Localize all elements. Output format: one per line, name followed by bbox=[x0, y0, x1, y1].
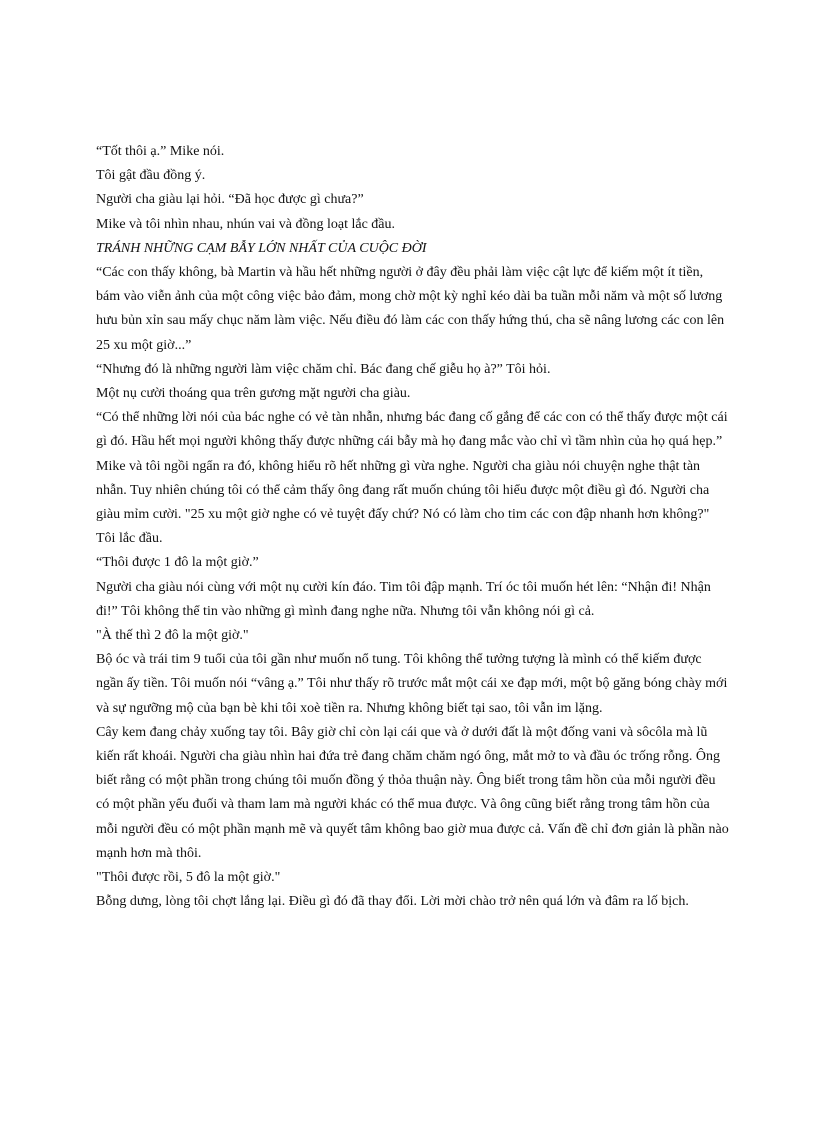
paragraph: Tôi gật đầu đồng ý. bbox=[96, 168, 206, 184]
paragraph: Tôi lắc đầu. bbox=[96, 531, 163, 547]
paragraph: Bỗng dưng, lòng tôi chợt lắng lại. Điều gì đó đã thay đổi. Lời mời chào trở nên quá lớn và đâm ra lố bịch. bbox=[96, 894, 689, 910]
paragraph: Bộ óc và trái tim 9 tuổi của tôi gần như muốn nổ tung. Tôi không thể tưởng tượng là mình có thể kiếm được ngần ấy tiền. Tôi muốn nói “vâng ạ.” Tôi như thấy rõ trước mắt một cái xe đạp mới, một bộ găng bóng chày mới và sự ngưỡng mộ của bạn bè khi tôi xoè tiền ra. Nhưng không biết tại sao, tôi vẫn im lặng. bbox=[96, 652, 728, 716]
paragraph: "Thôi được rồi, 5 đô la một giờ." bbox=[96, 870, 281, 886]
section-heading: TRÁNH NHỮNG CẠM BẪY LỚN NHẤT CỦA CUỘC ĐỜI bbox=[96, 240, 427, 256]
paragraph: "À thế thì 2 đô la một giờ." bbox=[96, 628, 249, 644]
paragraph: “Các con thấy không, bà Martin và hầu hết những người ở đây đều phải làm việc cật lực để kiếm một ít tiền, bám vào viễn ảnh của một công việc bảo đảm, mong chờ một kỳ nghỉ kéo dài ba tuần mỗi năm và một số lương hưu bủn xỉn sau mấy chục năm làm việc. Nếu điều đó làm các con thấy hứng thú, cha sẽ nâng lương các con lên 25 xu một giờ...” bbox=[96, 265, 725, 353]
paragraph: “Nhưng đó là những người làm việc chăm chỉ. Bác đang chế giễu họ à?” Tôi hỏi. bbox=[96, 361, 551, 377]
paragraph: Mike và tôi nhìn nhau, nhún vai và đồng loạt lắc đầu. bbox=[96, 216, 395, 232]
paragraph: Một nụ cười thoáng qua trên gương mặt người cha giàu. bbox=[96, 386, 411, 402]
paragraph: “Thôi được 1 đô la một giờ.” bbox=[96, 555, 259, 571]
paragraph: Người cha giàu nói cùng với một nụ cười kín đáo. Tim tôi đập mạnh. Trí óc tôi muốn hét lên: “Nhận đi! Nhận đi!” Tôi không thể tin vào những gì mình đang nghe nữa. Nhưng tôi vẫn không nói gì cả. bbox=[96, 579, 711, 619]
paragraph: “Tốt thôi ạ.” Mike nói. bbox=[96, 144, 225, 159]
paragraph: Người cha giàu lại hỏi. “Đã học được gì chưa?” bbox=[96, 192, 364, 208]
paragraph: Mike và tôi ngồi ngẩn ra đó, không hiểu rõ hết những gì vừa nghe. Người cha giàu nói chuyện nghe thật tàn nhẫn. Tuy nhiên chúng tôi có thể cảm thấy ông đang rất muốn chúng tôi hiểu được một điều gì đó. Người cha giàu mỉm cười. "25 xu một giờ nghe có vẻ tuyệt đấy chứ? Nó có làm cho tim các con đập nhanh hơn không?" bbox=[96, 458, 710, 523]
paragraph: “Có thể những lời nói của bác nghe có vẻ tàn nhẫn, nhưng bác đang cố gắng để các con có thể thấy được một cái gì đó. Hầu hết mọi người không thấy được những cái bẫy mà họ đang mắc vào chỉ vì tầm nhìn của họ quá hẹp.” bbox=[96, 410, 728, 450]
paragraph: Cây kem đang chảy xuống tay tôi. Bây giờ chỉ còn lại cái que và ở dưới đất là một đống vani và sôcôla mà lũ kiến rất khoái. Người cha giàu nhìn hai đứa trẻ đang chăm chăm ngó ông, mắt mở to và đầu óc trống rỗng. Ông biết rằng có một phần trong chúng tôi muốn đồng ý thỏa thuận này. Ông biết trong tâm hồn của mỗi người đều có một phần yếu đuối và tham lam mà người khác có thể mua được. Và ông cũng biết rằng trong tâm hồn của mỗi người đều có một phần mạnh mẽ và quyết tâm không bao giờ mua được cả. Vấn đề chỉ đơn giản là phần nào mạnh hơn mà thôi. bbox=[96, 724, 729, 861]
document-page bbox=[96, 140, 730, 915]
